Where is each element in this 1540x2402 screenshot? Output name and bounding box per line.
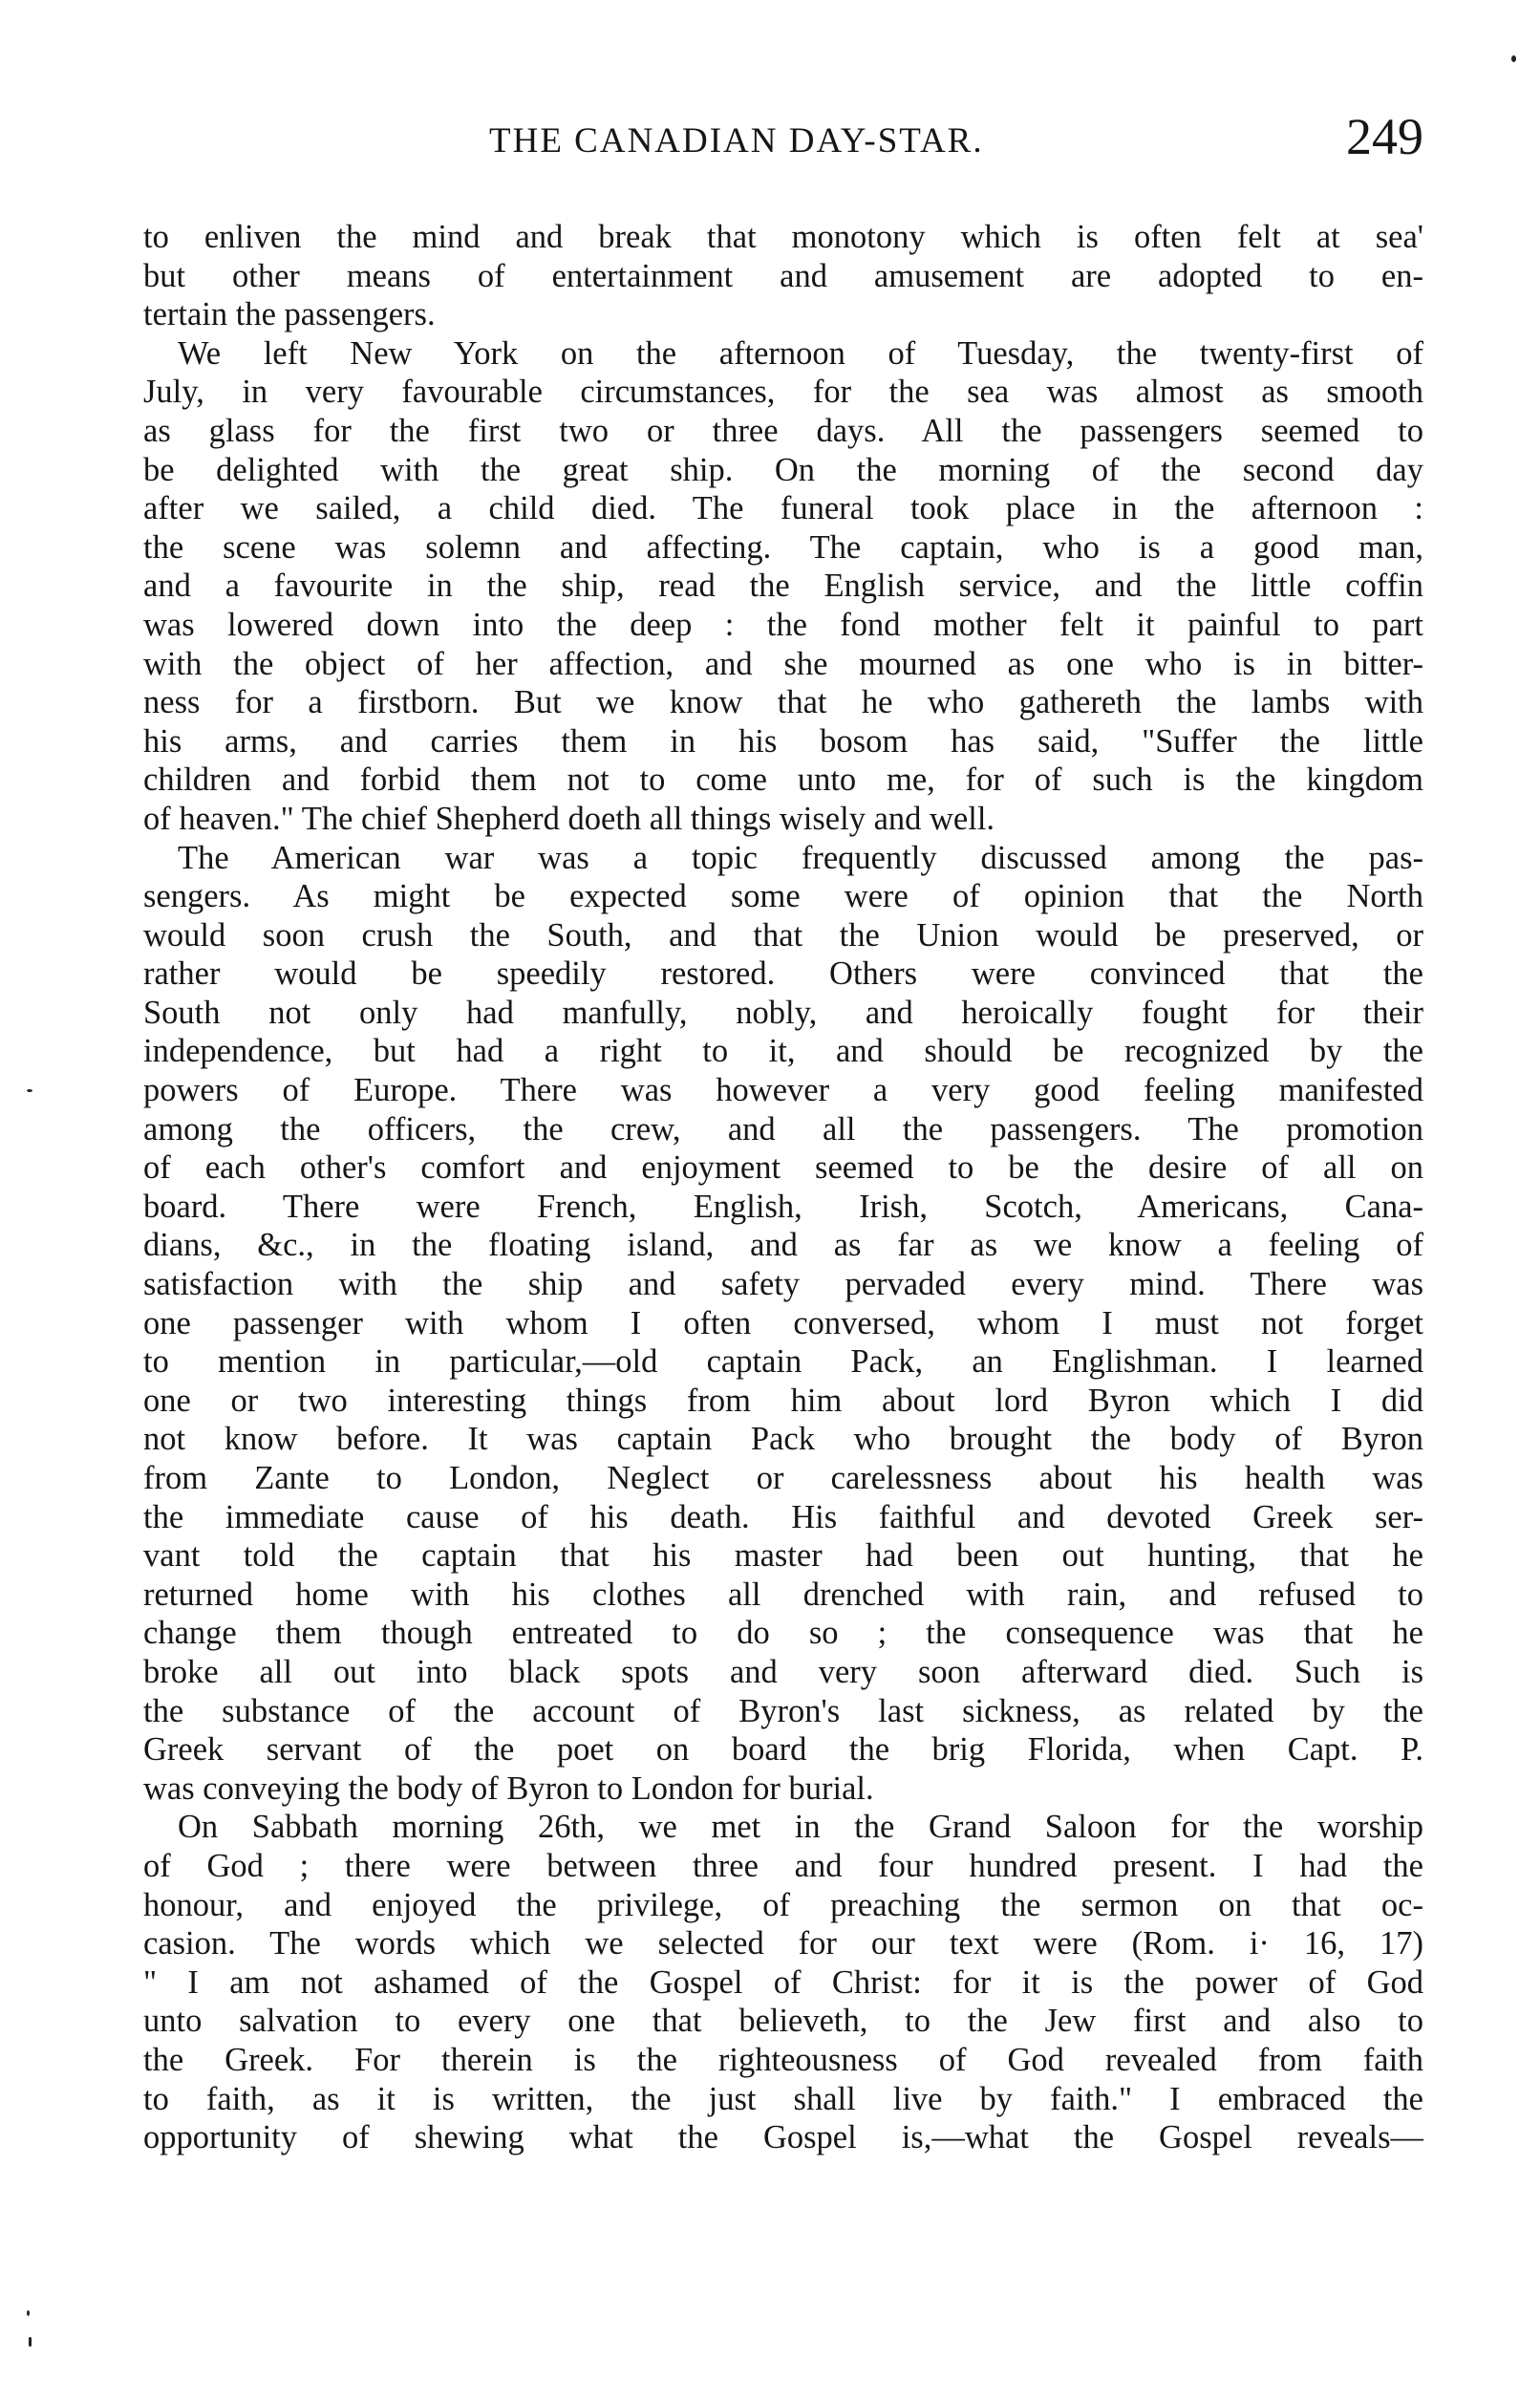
text-line: satisfaction with the ship and safety pervaded every mind. There was [143, 1266, 1423, 1303]
body-text [143, 218, 1423, 2157]
text-line: We left New York on the afternoon of Tuesday, the twenty-first of [178, 334, 1423, 372]
text-line: Greek servant of the poet on board the brig Florida, when Capt. P. [143, 1731, 1423, 1769]
text-line: casion. The words which we selected for our text were (Rom. i· 16, 17) [143, 1925, 1423, 1962]
scan-speck [1511, 55, 1516, 62]
text-line: sengers. As might be expected some were of opinion that the North [143, 878, 1423, 915]
text-line: July, in very favourable circumstances, for the sea was almost as smooth [143, 374, 1423, 411]
text-line: powers of Europe. There was however a very good feeling manifested [143, 1072, 1423, 1109]
text-line: and a favourite in the ship, read the English service, and the little coffin [143, 568, 1423, 605]
text-line: the scene was solemn and affecting. The captain, who is a good man, [143, 528, 1423, 566]
text-line: vant told the captain that his master had been out hunting, that he [143, 1537, 1423, 1575]
page-number: 249 [1346, 108, 1423, 165]
book-page [143, 105, 1423, 2341]
scan-speck [27, 2310, 30, 2316]
text-line: The American war was a topic frequently discussed among the pas- [178, 839, 1423, 876]
text-line: to mention in particular,—old captain Pack, an Englishman. I learned [143, 1343, 1423, 1381]
text-line: the Greek. For therein is the righteousness of God revealed from faith [143, 2041, 1423, 2078]
text-line: to enliven the mind and break that monotony which is often felt at sea' [143, 219, 1423, 255]
text-line: board. There were French, English, Irish, Scotch, Americans, Cana- [143, 1188, 1423, 1225]
text-line: ness for a firstborn. But we know that he who gathereth the lambs with [143, 684, 1423, 721]
text-line: of God ; there were between three and four hundred present. I had the [143, 1847, 1423, 1884]
text-line: was conveying the body of Byron to London for burial. [143, 1769, 874, 1807]
text-line: one or two interesting things from him about lord Byron which I did [143, 1382, 1423, 1419]
text-line: to faith, as it is written, the just shall live by faith." I embraced the [143, 2080, 1423, 2117]
text-line: the immediate cause of his death. His faithful and devoted Greek ser- [143, 1498, 1423, 1535]
text-line: of each other's comfort and enjoyment seemed to be the desire of all on [143, 1149, 1423, 1187]
text-line: after we sailed, a child died. The funeral took place in the afternoon : [143, 490, 1423, 527]
text-line: was lowered down into the deep : the fond mother felt it painful to part [143, 606, 1423, 643]
scan-speck [29, 2337, 32, 2347]
text-line: from Zante to London, Neglect or carelessness about his health was [143, 1460, 1423, 1496]
text-line: opportunity of shewing what the Gospel is,—what the Gospel reveals— [143, 2119, 1423, 2156]
running-head: THE CANADIAN DAY-STAR. [489, 121, 984, 161]
text-line: as glass for the first two or three days. All the passengers seemed to [143, 412, 1423, 449]
text-line: rather would be speedily restored. Others were convinced that the [143, 955, 1423, 993]
text-line: broke all out into black spots and very soon afterward died. Such is [143, 1653, 1423, 1690]
text-line: among the officers, the crew, and all the passengers. The promotion [143, 1110, 1423, 1147]
scan-speck [27, 1089, 32, 1092]
page-header [143, 105, 1423, 182]
text-line: not know before. It was captain Pack who brought the body of Byron [143, 1421, 1423, 1458]
text-line: On Sabbath morning 26th, we met in the Grand Saloon for the worship [178, 1809, 1423, 1846]
text-line: " I am not ashamed of the Gospel of Christ: for it is the power of God [143, 1963, 1423, 2001]
text-line: dians, &c., in the floating island, and as far as we know a feeling of [143, 1227, 1423, 1264]
text-line: the substance of the account of Byron's last sickness, as related by the [143, 1692, 1423, 1729]
text-line: with the object of her affection, and she mourned as one who is in bitter- [143, 645, 1423, 682]
text-line: South not only had manfully, nobly, and heroically fought for their [143, 994, 1423, 1031]
text-line: but other means of entertainment and amusement are adopted to en- [143, 257, 1423, 294]
text-line: children and forbid them not to come unto me, for of such is the kingdom [143, 761, 1423, 799]
text-line: change them though entreated to do so ; the consequence was that he [143, 1615, 1423, 1652]
text-line: independence, but had a right to it, and should be recognized by the [143, 1033, 1423, 1070]
text-line: be delighted with the great ship. On the morning of the second day [143, 451, 1423, 488]
text-line: would soon crush the South, and that the Union would be preserved, or [143, 916, 1423, 954]
text-line: honour, and enjoyed the privilege, of preaching the sermon on that oc- [143, 1886, 1423, 1923]
text-line: one passenger with whom I often conversed, whom I must not forget [143, 1304, 1423, 1341]
text-line: his arms, and carries them in his bosom has said, "Suffer the little [143, 722, 1423, 760]
text-line: tertain the passengers. [143, 296, 436, 333]
text-line: unto salvation to every one that believeth, to the Jew first and also to [143, 2003, 1423, 2040]
text-line: of heaven." The chief Shepherd doeth all things wisely and well. [143, 800, 995, 837]
text-line: returned home with his clothes all drenched with rain, and refused to [143, 1576, 1423, 1613]
